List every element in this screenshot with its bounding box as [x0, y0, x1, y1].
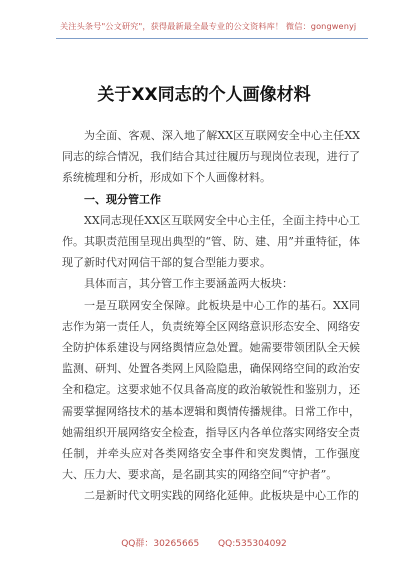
footer-qq: QQ:535304092 — [218, 539, 287, 549]
footer-qq-group: QQ群：30265665 — [121, 539, 200, 549]
document-title: 关于XX同志的个人画像材料 — [97, 85, 311, 105]
paragraph-4: 二是新时代文明实践的网络化延伸。此板块是中心工作的 — [84, 489, 359, 503]
header-banner: 关注头条号"公文研究"，获得最新最全最专业的公文资料库！ 微信：gongwenyj — [60, 21, 357, 31]
section-heading: 一、现分管工作 — [84, 192, 161, 206]
paragraph-3: 一是互联网安全保障。此板块是中心工作的基石。XX同志作为第一责任人，负责统筹全区网络意识形态安全、网络安全防护体系建设与网络舆情应急处置。她需要带领团队全天候监测、研判、处置各类网上风险隐患，确保网络空间的政治安全和稳定。这要求她不仅具备高度的政治敏锐性和鉴别力，还需要掌握网络技术的基本逻辑和舆情传播规律。日常工作中，她需组织开展网络安全检查，指导区内各单位落实网络安全责任制，并牵头应对各类网络安全事件和突发舆情，工作强度大、压力大、要求高，是名副其实的网络空间“守护者”。 — [62, 298, 360, 482]
paragraph-1: XX同志现任XX区互联网安全中心主任，全面主持中心工作。其职责范围呈现出典型的“管、防、建、用”并重特征，体现了新时代对网信干部的复合型能力要求。 — [62, 213, 360, 270]
header-rule — [56, 38, 368, 39]
intro-paragraph: 为全面、客观、深入地了解XX区互联网安全中心主任XX同志的综合情况，我们结合其过往履历与现岗位表现，进行了系统梳理和分析，形成如下个人画像材料。 — [62, 129, 360, 185]
footer-contact — [0, 536, 408, 549]
paragraph-2: 具体而言，其分管工作主要涵盖两大板块： — [84, 277, 293, 291]
document-body — [62, 125, 360, 507]
